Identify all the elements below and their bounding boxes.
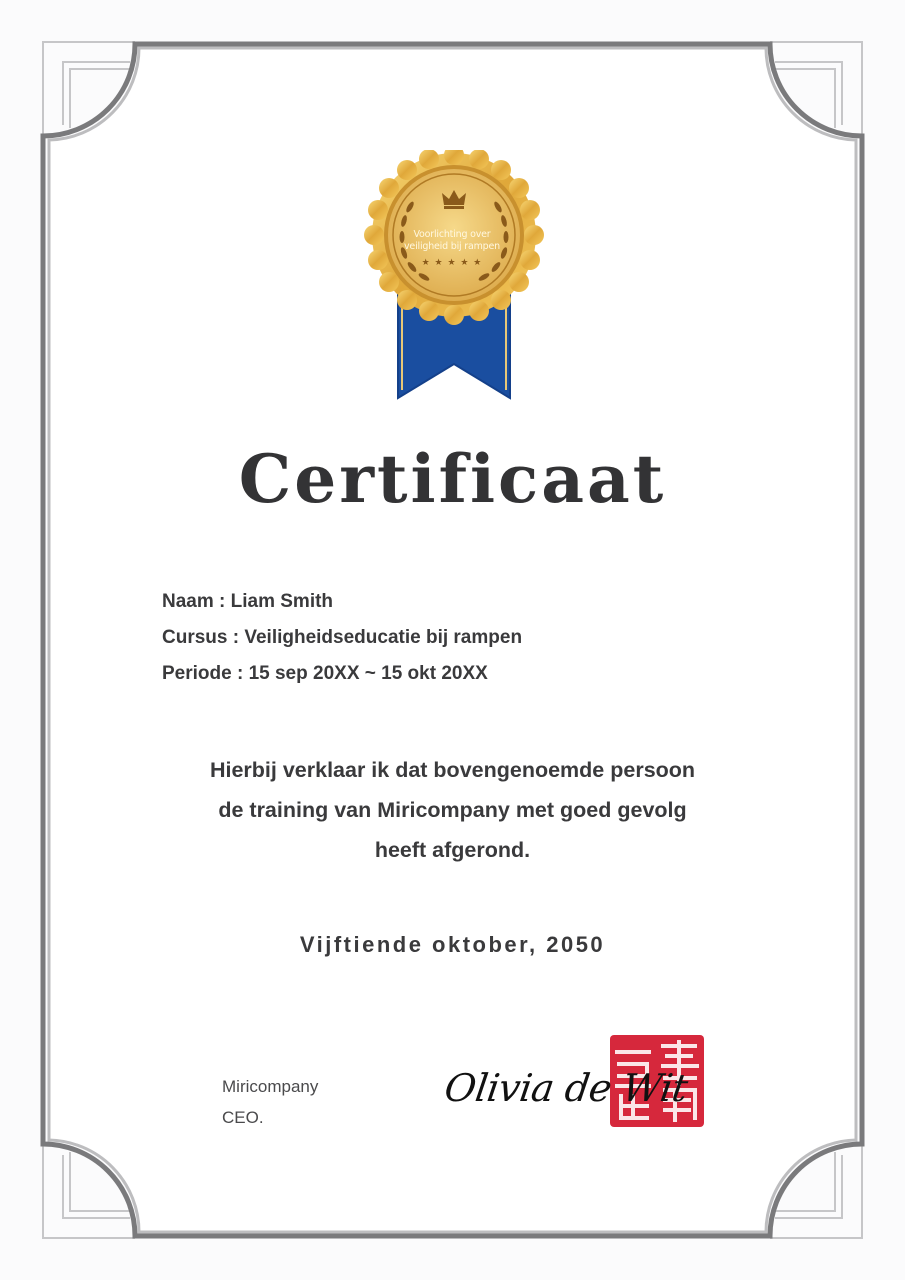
issue-date: Vijftiende oktober, 2050 — [299, 932, 606, 957]
medal-text-line-1: Voorlichting over — [413, 229, 491, 240]
signature: Olivia de Wit — [441, 1066, 691, 1110]
course-period: Periode : 15 sep 20XX ~ 15 okt 20XX — [162, 663, 488, 684]
signer-role: CEO. — [222, 1108, 264, 1127]
signer-company: Miricompany — [222, 1077, 319, 1096]
declaration-line-3: heeft afgerond. — [374, 838, 531, 862]
medal-stars: ★ ★ ★ ★ ★ — [421, 258, 483, 268]
declaration-text — [140, 750, 765, 870]
award-medal — [362, 150, 548, 402]
medal-icon — [362, 150, 548, 402]
declaration-line-1: Hierbij verklaar ik dat bovengenoemde persoon — [209, 758, 696, 782]
signer-info — [222, 1071, 318, 1133]
recipient-details — [162, 588, 522, 696]
certificate-title: Certificaat — [238, 440, 667, 518]
medal-text-line-2: veiligheid bij rampen — [404, 241, 500, 252]
recipient-name: Naam : Liam Smith — [162, 591, 334, 612]
declaration-line-2: de training van Miricompany met goed gevolg — [218, 798, 687, 822]
course-name: Cursus : Veiligheidseducatie bij rampen — [162, 627, 523, 648]
